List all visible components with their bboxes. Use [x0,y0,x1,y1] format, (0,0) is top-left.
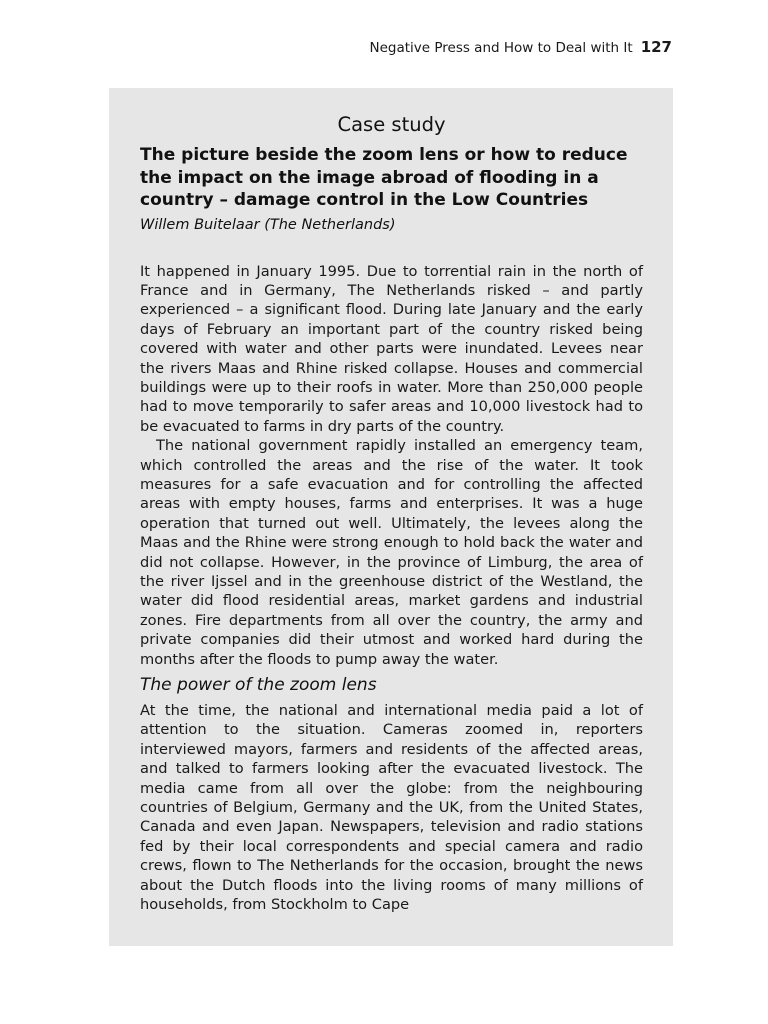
section-paragraph: At the time, the national and international media paid a lot of attention to the situation. Cameras zoomed in, reporters interviewed mayors, farmers and residents of the affected areas, and talked to farmers looking after the evacuated livestock. The media came from all over the globe: from the neighbouring countries of Belgium, Germany and the UK, from the United States, Canada and even Japan. Newspapers, television and radio stations fed by their local correspondents and special camera and radio crews, flown to The Netherlands for the occasion, brought the news about the Dutch floods into the living rooms of many millions of households, from Stockholm to Cape [140,702,643,914]
section-heading: The power of the zoom lens [140,675,377,696]
case-study-label: Case study [337,113,446,136]
body-paragraph-1: It happened in January 1995. Due to torrential rain in the north of France and in Germany, The Netherlands risked – and partly experienced – a significant flood. During late January and the early days of February an important part of the country risked being covered with water and other parts were inundated. Levees near the rivers Maas and Rhine risked collapse. Houses and commercial buildings were up to their roofs in water. More than 250,000 people had to move temporarily to safer areas and 10,000 livestock had to be evacuated to farms in dry parts of the country. [140,262,643,435]
case-study-author: Willem Buitelaar (The Netherlands) [140,216,396,233]
case-study-title: The picture beside the zoom lens or how to reduce the impact on the image abroad of flooding in a country – damage control in the Low Countries [140,145,628,210]
running-header [369,38,672,56]
body-paragraph-2: The national government rapidly installed an emergency team, which controlled the areas and the rise of the water. It took measures for a safe evacuation and for controlling the affected areas with empty houses, farms and enterprises. It was a huge operation that turned out well. Ultimately, the levees along the Maas and the Rhine were strong enough to hold back the water and did not collapse. However, in the province of Limburg, the area of the river Ijssel and in the greenhouse district of the Westland, the water did flood residential areas, market gardens and industrial zones. Fire departments from all over the country, the army and private companies did their utmost and worked hard during the months after the floods to pump away the water. [140,437,643,668]
case-study-box [109,88,673,946]
page-number: 127 [640,38,672,56]
running-title: Negative Press and How to Deal with It [369,40,633,56]
